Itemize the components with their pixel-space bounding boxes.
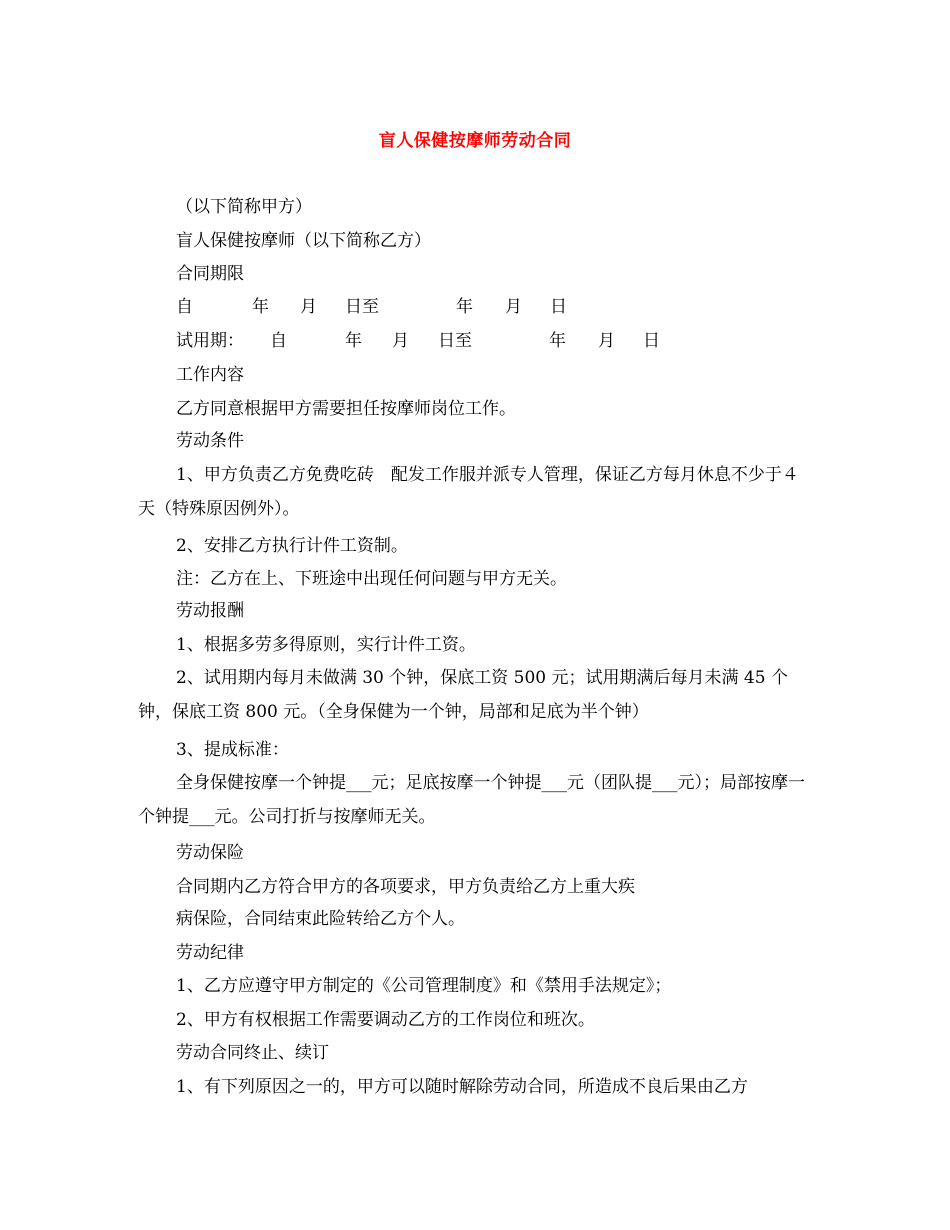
term-day2: 日: [550, 297, 567, 317]
pay-heading: 劳动报酬: [176, 601, 244, 621]
work-heading: 工作内容: [176, 365, 244, 385]
term-heading: 合同期限: [176, 264, 244, 284]
document-title: 盲人保健按摩师劳动合同: [378, 131, 572, 151]
probation-date-row: [176, 330, 696, 352]
discipline-heading: 劳动纪律: [176, 943, 244, 963]
term-day-to: 日至: [345, 297, 379, 317]
commission-standard: 全身保健按摩一个钟提___元；足底按摩一个钟提___元（团队提___元）；局部按摩一个钟提___元。公司打折与按摩师无关。: [138, 773, 805, 827]
condition-note: 注：乙方在上、下班途中出现任何问题与甲方无关。: [176, 569, 567, 589]
condition-2: 2、安排乙方执行计件工资制。: [176, 536, 408, 556]
discipline-item-2: 2、甲方有权根据工作需要调动乙方的工作岗位和班次。: [176, 1010, 595, 1030]
work-text: 乙方同意根据甲方需要担任按摩师岗位工作。: [176, 399, 516, 419]
probation-year: 年: [345, 331, 362, 351]
probation-from: 自: [270, 331, 287, 351]
term-month2: 月: [505, 297, 522, 317]
termination-heading: 劳动合同终止、续订: [176, 1043, 329, 1063]
probation-day-to: 日至: [438, 331, 472, 351]
probation-day2: 日: [643, 331, 660, 351]
insurance-heading: 劳动保险: [176, 843, 244, 863]
termination-item-1: 1、有下列原因之一的，甲方可以随时解除劳动合同，所造成不良后果由乙方: [176, 1077, 748, 1097]
conditions-heading: 劳动条件: [176, 431, 244, 451]
insurance-line-2: 病保险，合同结束此险转给乙方个人。: [176, 909, 465, 929]
pay-item-2: 2、试用期内每月未做满 30 个钟，保底工资 500 元；试用期满后每月未满 45 个钟，保底工资 800 元。（全身保健为一个钟，局部和足底为半个钟）: [138, 668, 788, 722]
party-a-line: （以下简称甲方）: [176, 197, 312, 217]
term-from: 自: [176, 297, 193, 317]
probation-month: 月: [392, 331, 409, 351]
probation-month2: 月: [598, 331, 615, 351]
probation-label: 试用期：: [176, 331, 244, 351]
insurance-line-1: 合同期内乙方符合甲方的各项要求，甲方负责给乙方上重大疾: [176, 877, 635, 897]
condition-1: 1、甲方负责乙方免费吃砖 配发工作服并派专人管理，保证乙方每月休息不少于４天（特殊原因例外）。: [138, 465, 799, 519]
term-date-row: [176, 296, 676, 318]
term-month: 月: [300, 297, 317, 317]
term-year2: 年: [456, 297, 473, 317]
pay-item-3: 3、提成标准：: [176, 740, 289, 760]
party-b-line: 盲人保健按摩师（以下简称乙方）: [176, 231, 431, 251]
term-year: 年: [252, 297, 269, 317]
pay-item-1: 1、根据多劳多得原则，实行计件工资。: [176, 635, 476, 655]
discipline-item-1: 1、乙方应遵守甲方制定的《公司管理制度》和《禁用手法规定》；: [176, 976, 672, 996]
probation-year2: 年: [549, 331, 566, 351]
